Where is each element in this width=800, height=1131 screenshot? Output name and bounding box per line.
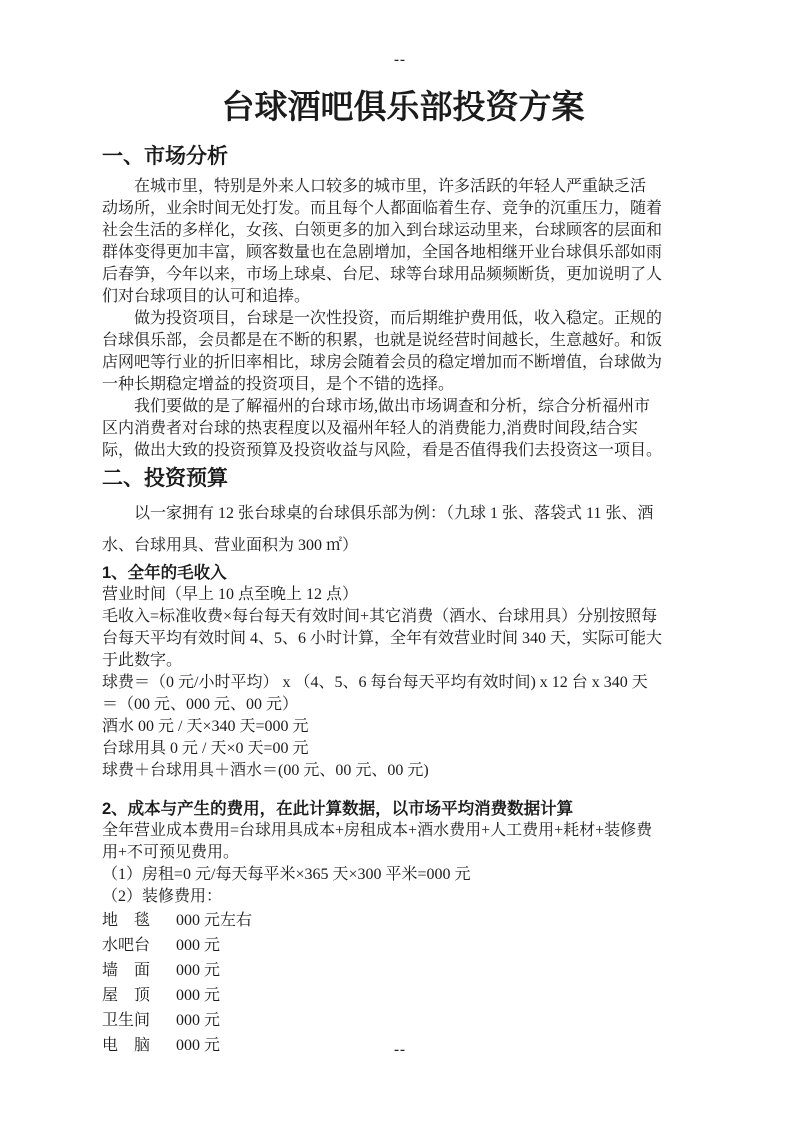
renovation-item-row [102,983,704,1008]
formula-line: （1）房租=0 元/每天每平米×365 天×300 平米=000 元 [102,866,471,883]
document-content [102,0,704,1058]
paragraph-line: 社会生活的多样化，女孩、白领更多的加入到台球运动里来，台球顾客的层面和 [102,222,663,239]
renovation-item-name: 地 毯 [102,912,151,929]
formula-line: （2）装修费用： [102,888,223,905]
paragraph-line: 们对台球项目的认可和追捧。 [102,288,311,305]
formula-line: ＝（00 元、000 元、00 元） [102,696,299,713]
page-header-mark: -- [394,52,406,68]
formula-line: 台球用具 0 元 / 天×0 天=00 元 [102,740,309,757]
renovation-item-value: 000 元 [176,1037,221,1054]
paragraph-line: 动场所，业余时间无处打发。而且每个人都面临着生存、竞争的沉重压力，随着 [102,200,663,217]
paragraph-line: 区内消费者对台球的热衷程度以及福州年轻人的消费能力,消费时间段,结合实 [102,420,639,437]
renovation-item-row [102,908,704,933]
section-heading-investment-budget: 二、投资预算 [102,467,228,490]
paragraph-line: 水、台球用具、营业面积为 300 ㎡） [102,537,359,554]
renovation-item-name: 墙 面 [102,962,151,979]
formula-line: 于此数字。 [102,652,183,669]
paragraph-market-2 [102,308,704,396]
page-footer-mark: -- [394,1042,406,1058]
formula-line: 营业时间（早上 10 点至晚上 12 点） [102,586,359,603]
cost-calculation-block [102,820,704,908]
paragraph-line: 际，做出大致的投资预算及投资收益与风险，看是否值得我们去投资这一项目。 [102,442,663,459]
paragraph-line: 一种长期稳定增益的投资项目，是个不错的选择。 [102,376,455,393]
sub-heading-gross-income: 1、全年的毛收入 [102,564,227,582]
renovation-item-name: 水吧台 [102,937,151,954]
formula-line: 毛收入=标准收费×每台每天有效时间+其它消费（酒水、台球用具）分别按照每 [102,608,658,625]
renovation-item-value: 000 元 [176,1012,221,1029]
renovation-items-list [102,908,704,1058]
renovation-item-name: 屋 顶 [102,987,151,1004]
renovation-item-name: 卫生间 [102,1012,151,1029]
paragraph-line: 我们要做的是了解福州的台球市场,做出市场调查和分析，综合分析福州市 [134,398,651,415]
sub-heading-costs: 2、成本与产生的费用，在此计算数据，以市场平均消费数据计算 [102,800,574,818]
blank-line [102,782,704,798]
paragraph-example [102,498,704,562]
renovation-item-value: 000 元左右 [176,912,253,929]
renovation-item-name: 电 脑 [102,1037,151,1054]
paragraph-line: 做为投资项目，台球是一次性投资，而后期维护费用低，收入稳定。正规的 [134,310,663,327]
formula-line: 台每天平均有效时间 4、5、6 小时计算，全年有效营业时间 340 天，实际可能大 [102,630,663,647]
formula-line: 用+不可预见费用。 [102,844,240,861]
section-heading-market-analysis: 一、市场分析 [102,145,228,168]
document-title: 台球酒吧俱乐部投资方案 [221,90,585,126]
formula-line: 酒水 00 元 / 天×340 天=000 元 [102,718,309,735]
paragraph-market-1 [102,176,704,308]
formula-line: 球费＋台球用具＋酒水＝(00 元、00 元、00 元) [102,762,429,779]
renovation-item-row [102,1008,704,1033]
paragraph-line: 台球俱乐部，会员都是在不断的积累，也就是说经营时间越长，生意越好。和饭 [102,332,663,349]
renovation-item-value: 000 元 [176,962,221,979]
paragraph-line: 在城市里，特别是外来人口较多的城市里，许多活跃的年轻人严重缺乏活 [134,178,647,195]
formula-line: 球费＝（0 元/小时平均） x （4、5、6 每台每天平均有效时间) x 12 台 x 340 天 [102,674,648,691]
renovation-item-row [102,958,704,983]
paragraph-line: 群体变得更加丰富，顾客数量也在急剧增加，全国各地相继开业台球俱乐部如雨 [102,244,663,261]
income-calculation-block [102,584,704,782]
renovation-item-row [102,933,704,958]
renovation-item-value: 000 元 [176,987,221,1004]
formula-line: 全年营业成本费用=台球用具成本+房租成本+酒水费用+人工费用+耗材+装修费 [102,822,653,839]
paragraph-line: 后春笋，今年以来，市场上球桌、台尼、球等台球用品频频断货，更加说明了人 [102,266,663,283]
paragraph-line: 店网吧等行业的折旧率相比，球房会随着会员的稳定增加而不断增值，台球做为 [102,354,663,371]
paragraph-line: 以一家拥有 12 张台球桌的台球俱乐部为例：（九球 1 张、落袋式 11 张、酒 [134,505,654,522]
paragraph-market-3 [102,396,704,462]
renovation-item-value: 000 元 [176,937,221,954]
